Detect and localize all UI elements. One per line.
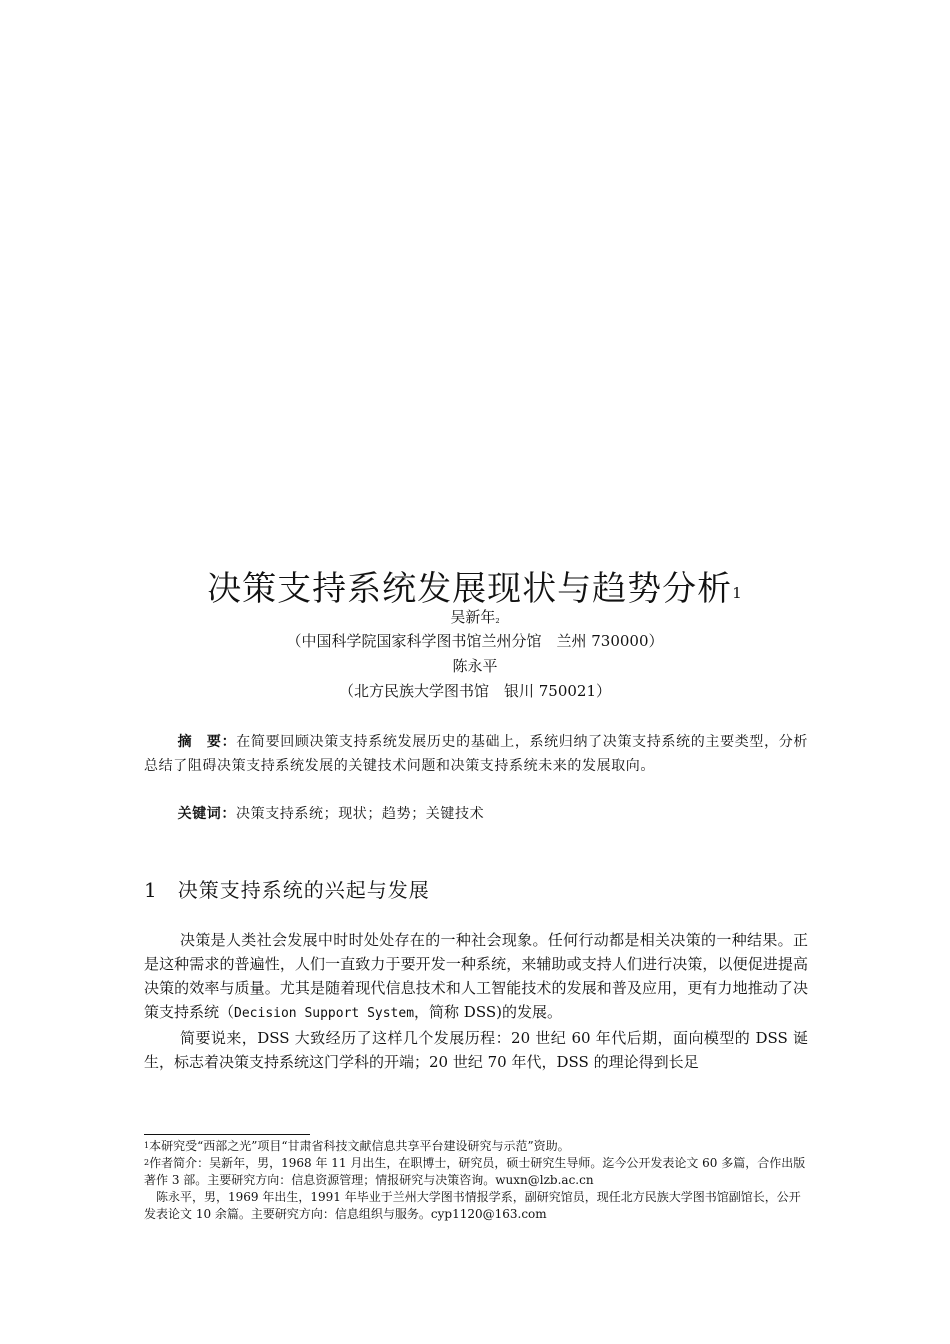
abstract-label: 摘 要：	[177, 734, 237, 750]
paper-title-text: 决策支持系统发展现状与趋势分析	[207, 568, 733, 609]
section-body	[144, 928, 808, 1074]
affiliation-1: （中国科学院国家科学图书馆兰州分馆 兰州 730000）	[286, 632, 664, 650]
footnote-1-text: 本研究受“西部之光”项目“甘肃省科技文献信息共享平台建设研究与示范”资助。	[149, 1139, 570, 1153]
footnote-1	[144, 1138, 808, 1155]
author-1-name: 吴新年	[450, 608, 496, 626]
author-1-footnote-mark: 2	[495, 617, 500, 625]
author-1	[0, 606, 950, 628]
footnote-2-mark: 2	[144, 1158, 150, 1167]
section-number: 1	[144, 878, 158, 902]
keywords-text: 决策支持系统；现状；趋势；关键技术	[236, 806, 485, 822]
section-heading	[144, 876, 430, 904]
paper-title	[0, 566, 950, 612]
title-footnote-mark: 1	[732, 583, 743, 602]
dss-english-term: Decision Support System	[234, 1006, 415, 1021]
footnote-2-continued: 陈永平，男，1969 年出生，1991 年毕业于兰州大学图书情报学系，副研究馆员，现任北方民族大学图书馆副馆长，公开发表论文 10 余篇。主要研究方向：信息组织与服务。cyp1120@163.com	[144, 1190, 801, 1221]
section-title: 决策支持系统的兴起与发展	[177, 878, 430, 902]
author-2: 陈永平	[452, 657, 498, 675]
footnote-2	[144, 1155, 808, 1189]
paragraph-1-end: ，简称 DSS)的发展。	[414, 1003, 562, 1021]
abstract	[144, 730, 808, 778]
footnote-divider	[144, 1134, 310, 1135]
paragraph-1-text: 决策是人类社会发展中时时处处存在的一种社会现象。任何行动都是相关决策的一种结果。正是这种需求的普遍性，人们一直致力于要开发一种系统，来辅助或支持人们进行决策，以便促进提高决策的效率与质量。尤其是随着现代信息技术和人工智能技术的发展和普及应用，更有力地推动了决策支持系统（	[144, 931, 808, 1021]
footnotes	[144, 1138, 808, 1223]
affiliation-2: （北方民族大学图书馆 银川 750021）	[338, 682, 612, 700]
footnote-1-mark: 1	[144, 1141, 150, 1150]
keywords	[144, 802, 808, 826]
paragraph: 简要说来，DSS 大致经历了这样几个发展历程：20 世纪 60 年代后期，面向模型的 DSS 诞生，标志着决策支持系统这门学科的开端；20 世纪 70 年代，DSS 的理论得到长足	[144, 1029, 808, 1071]
paragraph	[144, 928, 808, 1026]
footnote-2-text: 作者简介：吴新年，男，1968 年 11 月出生，在职博士，研究员，硕士研究生导师。迄今公开发表论文 60 多篇，合作出版著作 3 部。主要研究方向：信息资源管理；情报研究与决策咨询。wuxn@lzb.ac.cn	[144, 1156, 806, 1187]
keywords-label: 关键词：	[177, 806, 236, 822]
abstract-text: 在简要回顾决策支持系统发展历史的基础上，系统归纳了决策支持系统的主要类型，分析总结了阻碍决策支持系统发展的关键技术问题和决策支持系统未来的发展取向。	[144, 734, 808, 774]
